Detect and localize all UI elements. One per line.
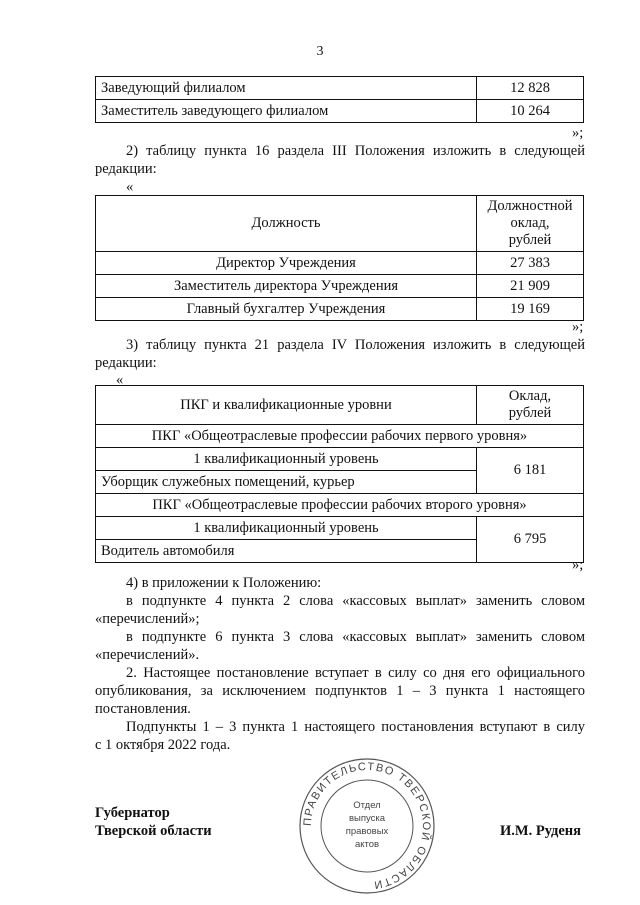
- item4-sub2-line2: «перечислений».: [95, 647, 200, 663]
- closing-quote-mark: »;: [572, 125, 584, 141]
- clause2-line2: опубликования, за исключением подпунктов 1 – 3 пункта 1 настоящего: [95, 683, 585, 699]
- salary-cell: 27 383: [477, 252, 584, 275]
- stamp-ring-text: ПРАВИТЕЛЬСТВО ТВЕРСКОЙ ОБЛАСТИ: [301, 760, 433, 891]
- table-row: [96, 77, 584, 100]
- salary-cell: 12 828: [477, 77, 584, 100]
- header-salary-line1: Должностной: [487, 198, 573, 214]
- official-stamp: [297, 756, 437, 896]
- table-row: [96, 298, 584, 321]
- item4-sub2-line1: в подпункте 6 пункта 3 слова «кассовых выплат» заменить словом: [126, 629, 585, 645]
- table-group-row: [96, 425, 584, 448]
- stamp-line2: выпуска: [348, 813, 386, 824]
- item4-intro: 4) в приложении к Положению:: [126, 575, 322, 591]
- qualification-level: 1 квалификационный уровень: [96, 448, 477, 471]
- position-cell: Директор Учреждения: [96, 252, 477, 275]
- item4-sub1-line1: в подпункте 4 пункта 2 слова «кассовых выплат» заменить словом: [126, 593, 585, 609]
- table-row: [96, 252, 584, 275]
- header-salary: [477, 196, 584, 252]
- group-title: ПКГ «Общеотраслевые профессии рабочих первого уровня»: [96, 425, 584, 448]
- closing-quote-mark: »;: [572, 557, 584, 573]
- opening-quote-mark: «: [126, 179, 134, 195]
- signature-name: И.М. Руденя: [500, 823, 582, 839]
- position-cell: Заведующий филиалом: [96, 77, 477, 100]
- signature-title-line1: Губернатор: [95, 805, 170, 821]
- table-row: [96, 517, 584, 540]
- job-title: Уборщик служебных помещений, курьер: [96, 471, 477, 494]
- header-salary-line2: оклад,: [510, 215, 550, 231]
- table-group-row: [96, 494, 584, 517]
- table-row: [96, 100, 584, 123]
- header-pkg: ПКГ и квалификационные уровни: [96, 386, 477, 425]
- job-title: Водитель автомобиля: [96, 540, 477, 563]
- group-title: ПКГ «Общеотраслевые профессии рабочих второго уровня»: [96, 494, 584, 517]
- header-salary-line1: Оклад,: [508, 388, 552, 404]
- stamp-line4: актов: [354, 839, 380, 850]
- qualification-level: 1 квалификационный уровень: [96, 517, 477, 540]
- salary-cell: 6 181: [477, 448, 584, 494]
- stamp-line1: Отдел: [353, 800, 381, 811]
- header-salary-line3: рублей: [508, 232, 552, 248]
- table-row: [96, 448, 584, 471]
- item2-text-line2: редакции:: [95, 161, 157, 177]
- position-cell: Заместитель заведующего филиалом: [96, 100, 477, 123]
- closing-quote-mark: »;: [572, 319, 584, 335]
- salary-table-management: [95, 195, 584, 321]
- position-cell: Заместитель директора Учреждения: [96, 275, 477, 298]
- position-cell: Главный бухгалтер Учреждения: [96, 298, 477, 321]
- header-salary-line2: рублей: [508, 405, 552, 421]
- item3-text-line1: 3) таблицу пункта 21 раздела IV Положения изложить в следующей: [126, 337, 585, 353]
- salary-cell: 6 795: [477, 517, 584, 563]
- header-salary: [477, 386, 584, 425]
- signature-title-line2: Тверской области: [95, 823, 212, 839]
- table-row: [96, 275, 584, 298]
- salary-table-workers: [95, 385, 584, 563]
- salary-table-branch: [95, 76, 584, 123]
- stamp-line3: правовых: [345, 826, 389, 837]
- page-number: 3: [316, 44, 324, 59]
- table-header-row: [96, 196, 584, 252]
- table-header-row: [96, 386, 584, 425]
- clause3-line2: с 1 октября 2022 года.: [95, 737, 231, 753]
- salary-cell: 21 909: [477, 275, 584, 298]
- clause2-line3: постановления.: [95, 701, 191, 717]
- clause3-line1: Подпункты 1 – 3 пункта 1 настоящего постановления вступают в силу: [126, 719, 585, 735]
- header-position: Должность: [96, 196, 477, 252]
- salary-cell: 19 169: [477, 298, 584, 321]
- item4-sub1-line2: «перечислений»;: [95, 611, 200, 627]
- item2-text-line1: 2) таблицу пункта 16 раздела III Положения изложить в следующей: [126, 143, 585, 159]
- clause2-line1: 2. Настоящее постановление вступает в силу со дня его официального: [126, 665, 585, 681]
- salary-cell: 10 264: [477, 100, 584, 123]
- opening-quote-mark: «: [116, 372, 124, 388]
- item3-text-line2: редакции:: [95, 355, 157, 371]
